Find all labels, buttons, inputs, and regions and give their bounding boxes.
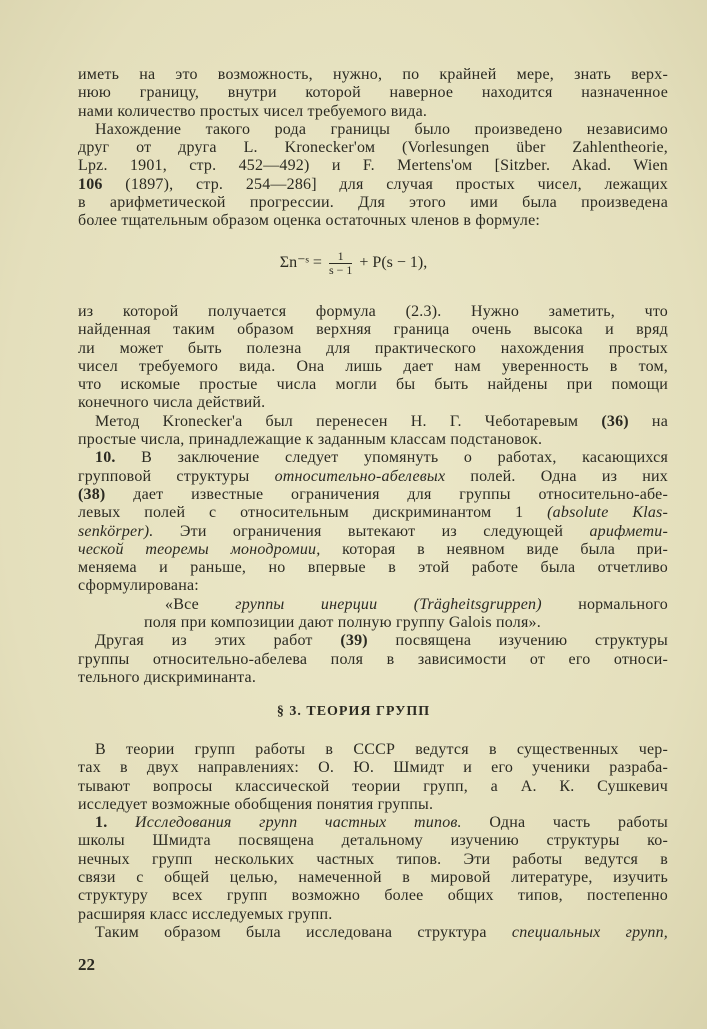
text-line (78, 413, 668, 431)
formula (0, 250, 707, 277)
text-run: в арифметической прогрессии. Для этого ими была произведена (78, 194, 668, 212)
text-run: нюю границу, внутри которой наверное находится назначенное (78, 84, 668, 102)
text-line (78, 906, 668, 924)
text-line (78, 121, 668, 139)
italic-text: (absolute Klas- (547, 504, 669, 522)
text-line (78, 394, 668, 412)
formula-fraction (329, 250, 352, 277)
text-run: посвящена изучению структуры (367, 632, 668, 650)
text-line (78, 84, 668, 102)
text-line (78, 504, 668, 522)
paragraph (78, 66, 668, 121)
text-run: группы относительно-абелева поля в зависимости от его относи- (78, 650, 668, 668)
formula-numerator: 1 (329, 250, 352, 264)
paragraph (78, 449, 668, 595)
text-line (78, 176, 668, 194)
text-line (78, 596, 668, 614)
text-run: расширяя класс исследуемых групп. (78, 905, 333, 923)
text-line (78, 376, 668, 394)
text-line (78, 468, 668, 486)
text-line (78, 814, 668, 832)
text-run: В теории групп работы в СССР ведутся в существенных чер- (95, 741, 668, 758)
text-run: полей. Одна из них (445, 467, 668, 485)
text-run (107, 814, 135, 831)
text-line (78, 778, 668, 796)
text-run: групповой структуры (78, 467, 275, 485)
page-number: 22 (78, 955, 95, 974)
text-line (78, 651, 668, 669)
text-line (78, 887, 668, 905)
paragraph (78, 121, 668, 231)
text-line (78, 632, 668, 650)
text-line (78, 103, 668, 121)
italic-text: ческой теоремы монодромии, (78, 540, 321, 558)
text-run: Нахождение такого рода границы было произведено независимо (95, 120, 668, 138)
text-block-bottom (78, 741, 668, 942)
text-run: связи с общей целью, намеченной в мировой литературе, изучить (78, 869, 668, 887)
text-run: поля при композиции дают полную группу Galois поля». (144, 614, 541, 632)
text-line (78, 321, 668, 339)
text-run: нечных групп нескольких частных типов. Эти работы ведутся в (78, 850, 668, 868)
text-run: сформулирована: (78, 577, 199, 595)
text-line (78, 851, 668, 869)
bold-text: 10. (95, 449, 116, 467)
text-run: иметь на это возможность, нужно, по крайней мере, знать верх- (78, 66, 668, 83)
text-line (78, 577, 668, 595)
text-line (78, 340, 668, 358)
text-run: чисел требуемого вида. Она лишь дает нам уверенность в том, (78, 357, 668, 375)
formula-rhs: + P(s − 1), (359, 254, 428, 272)
italic-text: senkörper). (78, 522, 154, 540)
bold-text: 1. (95, 814, 108, 832)
text-line (78, 741, 668, 759)
text-line (78, 614, 668, 632)
italic-text: специальных групп, (511, 923, 668, 941)
text-line (78, 157, 668, 175)
text-run: конечного числа действий. (78, 394, 266, 412)
text-run: В заключение следует упомянуть о работах, касающихся (115, 449, 668, 467)
text-line (78, 431, 668, 449)
bold-text: 106 (78, 175, 103, 193)
text-run: нами количество простых чисел требуемого вида. (78, 102, 428, 120)
text-line (78, 559, 668, 577)
text-run: ли может быть полезна для практического нахождения простых (78, 339, 668, 357)
text-line (78, 924, 668, 942)
text-block-middle (78, 303, 668, 687)
paragraph (78, 413, 668, 450)
text-run: Эти ограничения вытекают из следующей (153, 522, 590, 540)
text-run: нормального (541, 595, 668, 613)
italic-text: арифмети- (589, 522, 668, 540)
italic-text: Исследования групп частных типов. (135, 814, 462, 832)
text-line (78, 759, 668, 777)
text-run: тельного дискриминанта. (78, 668, 257, 686)
text-line (78, 194, 668, 212)
text-run: Другая из этих работ (95, 632, 341, 650)
text-run: Одна часть работы (461, 814, 669, 832)
text-run: более тщательным образом оценка остаточных членов в формуле: (78, 212, 541, 230)
text-run: друг от друга L. Kronecker'ом (Vorlesungen über Zahlentheorie, (78, 139, 668, 157)
text-line (78, 486, 668, 504)
text-line (78, 303, 668, 321)
text-run: Метод Kronecker'a был перенесен Н. Г. Чеботаревым (95, 412, 602, 430)
text-run: Таким образом была исследована структура (95, 923, 512, 941)
text-run: школы Шмидта посвящена детальному изучению структуры ко- (78, 832, 668, 850)
text-run: простые числа, принадлежащие к заданным классам подстановок. (78, 431, 543, 449)
text-line (78, 832, 668, 850)
text-run: «Все (165, 595, 236, 613)
text-block-top (78, 66, 668, 231)
text-line (78, 796, 668, 814)
bold-text: (36) (601, 412, 629, 430)
paragraph (78, 741, 668, 814)
text-run: найденная таким образом верхняя граница очень высока и вряд (78, 321, 668, 339)
text-line (78, 541, 668, 559)
text-run: тывают вопросы классической теории групп, а А. К. Сушкевич (78, 777, 668, 795)
block-quote (78, 596, 668, 633)
text-line (78, 358, 668, 376)
text-run: меняема и раньше, но впервые в этой работе была отчетливо (78, 559, 668, 577)
formula-denominator: s − 1 (328, 263, 353, 277)
text-line (78, 523, 668, 541)
text-run: которая в неявном виде была при- (320, 540, 668, 558)
text-run: исследует возможные обобщения понятия группы. (78, 795, 434, 813)
text-run: тах в двух направлениях: О. Ю. Шмидт и его ученики разраба- (78, 759, 668, 777)
section-heading: § 3. ТЕОРИЯ ГРУПП (276, 704, 431, 719)
text-run: что искомые простые числа могли бы быть найдены при помощи (78, 376, 668, 394)
text-line (78, 669, 668, 687)
paragraph (78, 303, 668, 413)
text-run: на (628, 412, 669, 430)
paragraph (78, 632, 668, 687)
text-line (78, 449, 668, 467)
text-run: Lpz. 1901, стр. 452—492) и F. Mertens'ом [Sitzber. Akad. Wien (78, 157, 668, 175)
text-run: левых полей с относительным дискриминантом 1 (78, 504, 548, 522)
text-run: структуру всех групп возможно более общих типов, постепенно (78, 887, 668, 905)
text-run: (1897), стр. 254—286] для случая простых чисел, лежащих (102, 175, 668, 193)
italic-text: группы инерции (Trägheitsgruppen) (235, 595, 542, 613)
paragraph (78, 814, 668, 924)
text-line (78, 869, 668, 887)
formula-lhs: Σn⁻ˢ = (279, 254, 322, 272)
text-run: из которой получается формула (2.3). Нужно заметить, что (78, 303, 668, 320)
bold-text: (38) (78, 485, 106, 503)
bold-text: (39) (340, 632, 368, 650)
text-line (78, 139, 668, 157)
paragraph (78, 924, 668, 942)
text-line (78, 66, 668, 84)
text-run: дает известные ограничения для группы относительно-абе- (105, 485, 668, 503)
text-line (78, 212, 668, 230)
italic-text: относительно-абелевых (274, 467, 446, 485)
